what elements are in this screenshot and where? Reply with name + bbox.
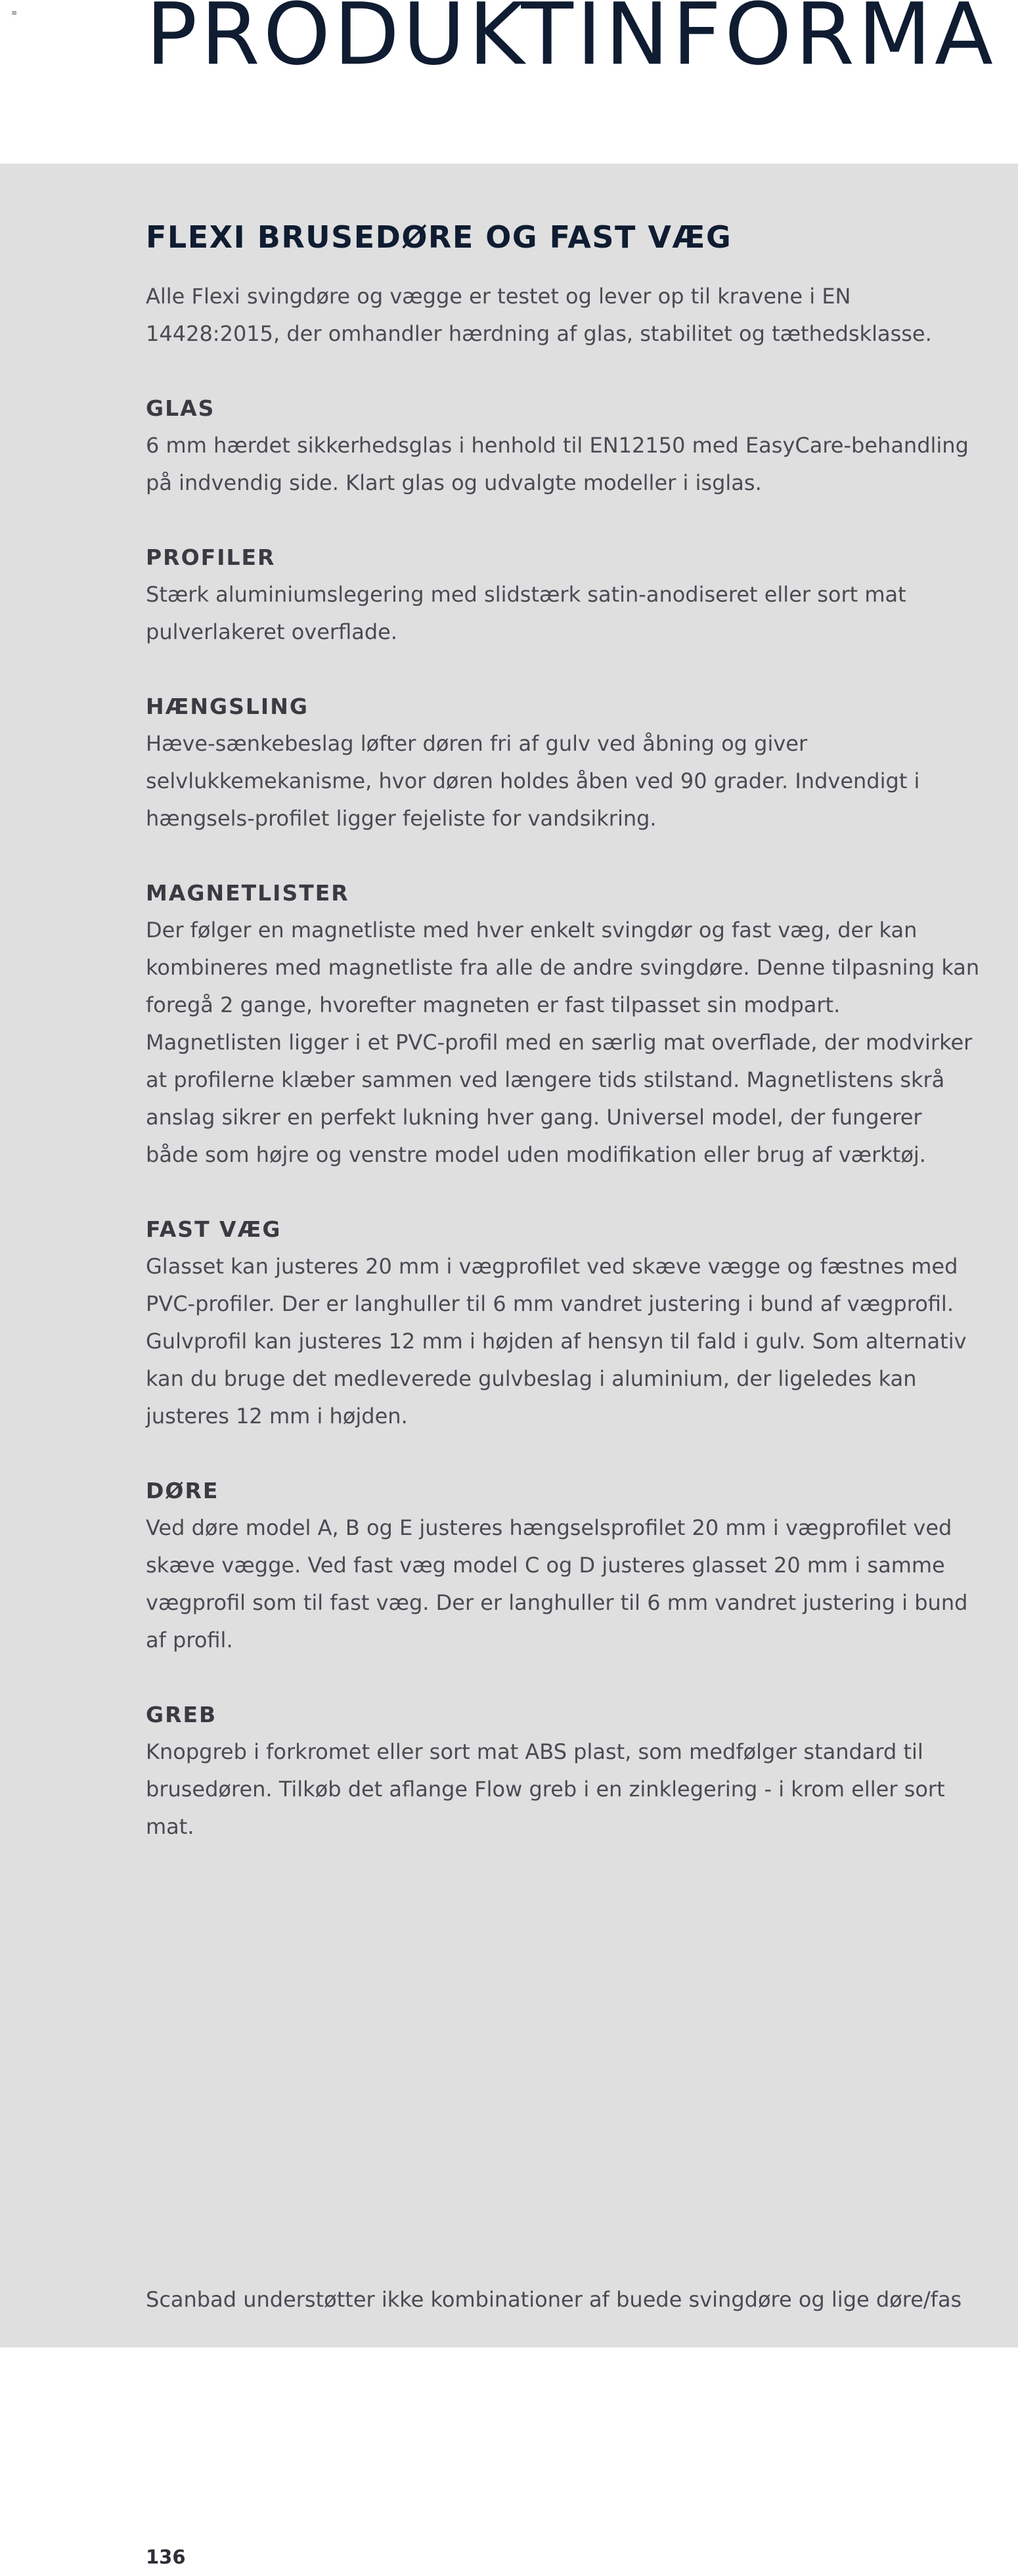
block-heading-haengsling: HÆNGSLING <box>146 694 309 720</box>
block-heading-greb: GREB <box>146 1702 217 1728</box>
block-text-glas: 6 mm hærdet sikkerhedsglas i henhold til EN12150 med EasyCare-behandling på indvendig side. Klart glas og udvalgte modeller i isglas. <box>146 433 969 496</box>
block-profiler <box>146 539 980 651</box>
corner-mark: ≡ <box>11 9 18 17</box>
section-heading: FLEXI BRUSEDØRE OG FAST VÆG <box>146 219 732 255</box>
block-haengsling <box>146 688 980 837</box>
block-magnetlister <box>146 874 980 1174</box>
block-text-profiler: Stærk aluminiumslegering med slidstærk satin-anodiseret eller sort mat pulverlakeret overflade. <box>146 582 906 645</box>
block-glas <box>146 389 980 502</box>
block-text-haengsling: Hæve-sænkebeslag løfter døren fri af gulv ved åbning og giver selvlukkemekanisme, hvor døren holdes åben ved 90 grader. Indvendigt i hængsels-profilet ligger fejeliste for vandsikring. <box>146 731 920 832</box>
block-doere <box>146 1472 980 1659</box>
page-number: 136 <box>146 2546 186 2568</box>
block-text-fast-vaeg: Glasset kan justeres 20 mm i vægprofilet ved skæve vægge og fæstnes med PVC-profiler. Der er langhuller til 6 mm vandret justering i bund af vægprofil. Gulvprofil kan justeres 12 mm i højden af hensyn til fald i gulv. Som alternativ kan du bruge det medleverede gulvbeslag i aluminium, der ligeledes kan justeres 12 mm i højden. <box>146 1254 967 1429</box>
content-column <box>146 219 980 1846</box>
block-text-greb: Knopgreb i forkromet eller sort mat ABS plast, som medfølger standard til brusedøren. Tilkøb det aflange Flow greb i en zinklegering - i krom eller sort mat. <box>146 1739 945 1840</box>
block-greb <box>146 1696 980 1846</box>
intro-paragraph: Alle Flexi svingdøre og vægge er testet og lever op til kravene i EN 14428:2015, der omhandler hærdning af glas, stabilitet og tæthedsklasse. <box>146 284 932 347</box>
block-heading-doere: DØRE <box>146 1478 219 1504</box>
block-heading-glas: GLAS <box>146 395 215 422</box>
footnote: Scanbad understøtter ikke kombinationer af buede svingdøre og lige døre/fas <box>146 2287 962 2312</box>
block-heading-magnetlister: MAGNETLISTER <box>146 880 349 906</box>
block-heading-profiler: PROFILER <box>146 544 276 571</box>
block-fast-vaeg <box>146 1210 980 1435</box>
page-title: PRODUKTINFORMA <box>146 0 996 84</box>
block-text-magnetlister: Der følger en magnetliste med hver enkelt svingdør og fast væg, der kan kombineres med magnetliste fra alle de andre svingdøre. Denne tilpasning kan foregå 2 gange, hvorefter magneten er fast tilpasset sin modpart. Magnetlisten ligger i et PVC-profil med en særlig mat overflade, der modvirker at profilerne klæber sammen ved længere tids stilstand. Magnetlistens skrå anslag sikrer en perfekt lukning hver gang. Universel model, der fungerer både som højre og venstre model uden modifikation eller brug af værktøj. <box>146 918 980 1168</box>
block-heading-fast-vaeg: FAST VÆG <box>146 1216 282 1243</box>
block-text-doere: Ved døre model A, B og E justeres hængselsprofilet 20 mm i vægprofilet ved skæve vægge. Ved fast væg model C og D justeres glasset 20 mm i samme vægprofil som til fast væg. Der er langhuller til 6 mm vandret justering i bund af profil. <box>146 1515 968 1653</box>
content-panel <box>0 164 1018 2347</box>
